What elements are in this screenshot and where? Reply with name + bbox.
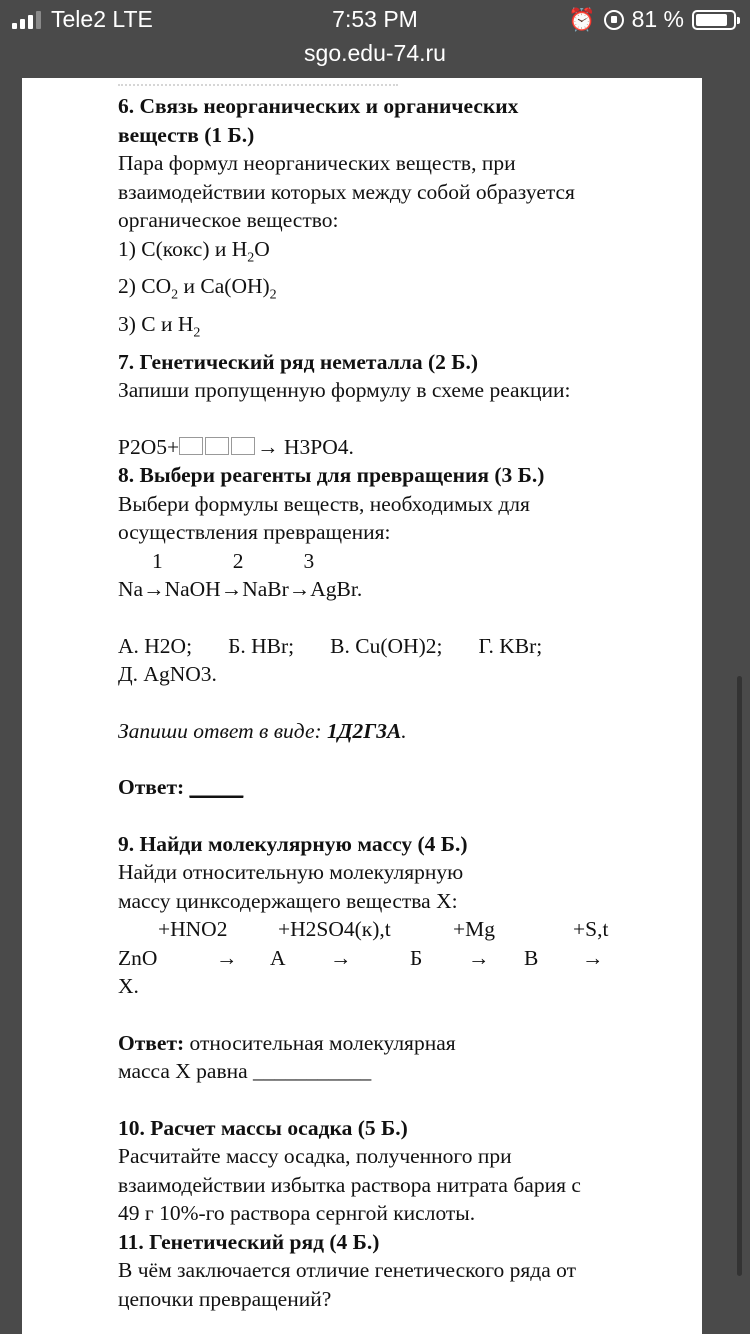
q6-title-cont: веществ (1 Б.) <box>118 122 255 147</box>
q9-title: 9. Найди молекулярную массу (4 Б.) <box>118 831 468 856</box>
document-page <box>22 78 702 1334</box>
alarm-icon: ⏰ <box>568 6 596 32</box>
q10-text: 49 г 10%-го раствора сернгой кислоты. <box>118 1201 476 1226</box>
q7-title: 7. Генетический ряд неметалла (2 Б.) <box>118 349 478 374</box>
q11-text: В чём заключается отличие генетического ряда от <box>118 1258 576 1283</box>
q6-option-3: 3) С и $Н_2$ <box>118 312 201 341</box>
q9-answer: Ответ: относительная молекулярная <box>118 1030 456 1055</box>
q6-option-2: 2) $СО_2$ и $Са(ОН)_2$ <box>118 274 277 303</box>
q8-chain: Na→NaOH→NaBr→AgBr. <box>118 577 363 602</box>
orientation-lock-icon <box>604 10 624 30</box>
document-content <box>118 78 678 1313</box>
q9-text: Найди относительную молекулярную <box>118 860 464 885</box>
q10-text: Расчитайте массу осадка, полученного при <box>118 1144 512 1169</box>
q10-title: 10. Расчет массы осадка (5 Б.) <box>118 1115 408 1140</box>
q11-text: цепочки превращений? <box>118 1286 332 1311</box>
q6-title: 6. Связь неорганических и органических <box>118 94 519 118</box>
blank-box[interactable] <box>179 437 203 455</box>
blank-box[interactable] <box>205 437 229 455</box>
blank-box[interactable] <box>231 437 255 455</box>
cut-off-line <box>118 78 398 86</box>
q6-option-1: 1) С(кокс) и $Н_2О$ <box>118 236 270 265</box>
carrier-label: Tele2 <box>51 6 106 32</box>
q8-options: Д. AgNO3. <box>118 662 217 687</box>
q9-answer: масса Х равна ___________ <box>118 1059 372 1084</box>
q8-title: 8. Выбери реагенты для превращения (3 Б.) <box>118 463 545 488</box>
q11-title: 11. Генетический ряд (4 Б.) <box>118 1229 380 1254</box>
q6-text: взаимодействии которых между собой образуется <box>118 179 575 204</box>
status-bar <box>0 0 750 40</box>
q8-hint: Запиши ответ в виде: 1Д2Г3А. <box>118 718 407 743</box>
q8-text: Выбери формулы веществ, необходимых для <box>118 491 530 516</box>
q9-scheme-end: Х. <box>118 974 139 999</box>
status-time: 7:53 PM <box>332 6 418 32</box>
q6-text: Пара формул неорганических веществ, при <box>118 151 516 175</box>
status-right <box>568 6 736 33</box>
q10-text: взаимодействии избытка раствора нитрата бария с <box>118 1172 581 1197</box>
network-label: LTE <box>112 6 153 32</box>
url-bar[interactable]: sgo.edu-74.ru <box>304 40 446 66</box>
q9-reagents: +HNO2 +H2SO4(к),t +Mg +S,t <box>158 917 609 942</box>
q8-text: осуществления превращения: <box>118 520 391 545</box>
q6-text: органическое вещество: <box>118 208 339 232</box>
q8-step-numbers: 1 2 3 <box>152 548 315 573</box>
battery-icon <box>692 10 736 30</box>
q8-options: А. H2O; Б. HBr; В. Cu(OH)2; Г. KBr; <box>118 633 543 658</box>
q7-text: Запиши пропущенную формулу в схеме реакции: <box>118 378 571 403</box>
q9-text: массу цинксодержащего вещества Х: <box>118 888 458 913</box>
scrollbar[interactable] <box>737 676 742 1276</box>
q8-answer: Ответ: _____ <box>118 775 244 800</box>
q7-equation: P2O5+ → H3PO4. <box>118 434 354 459</box>
battery-percent: 81 % <box>631 6 684 32</box>
q9-scheme: ZnO → А → Б → В → <box>118 945 604 970</box>
